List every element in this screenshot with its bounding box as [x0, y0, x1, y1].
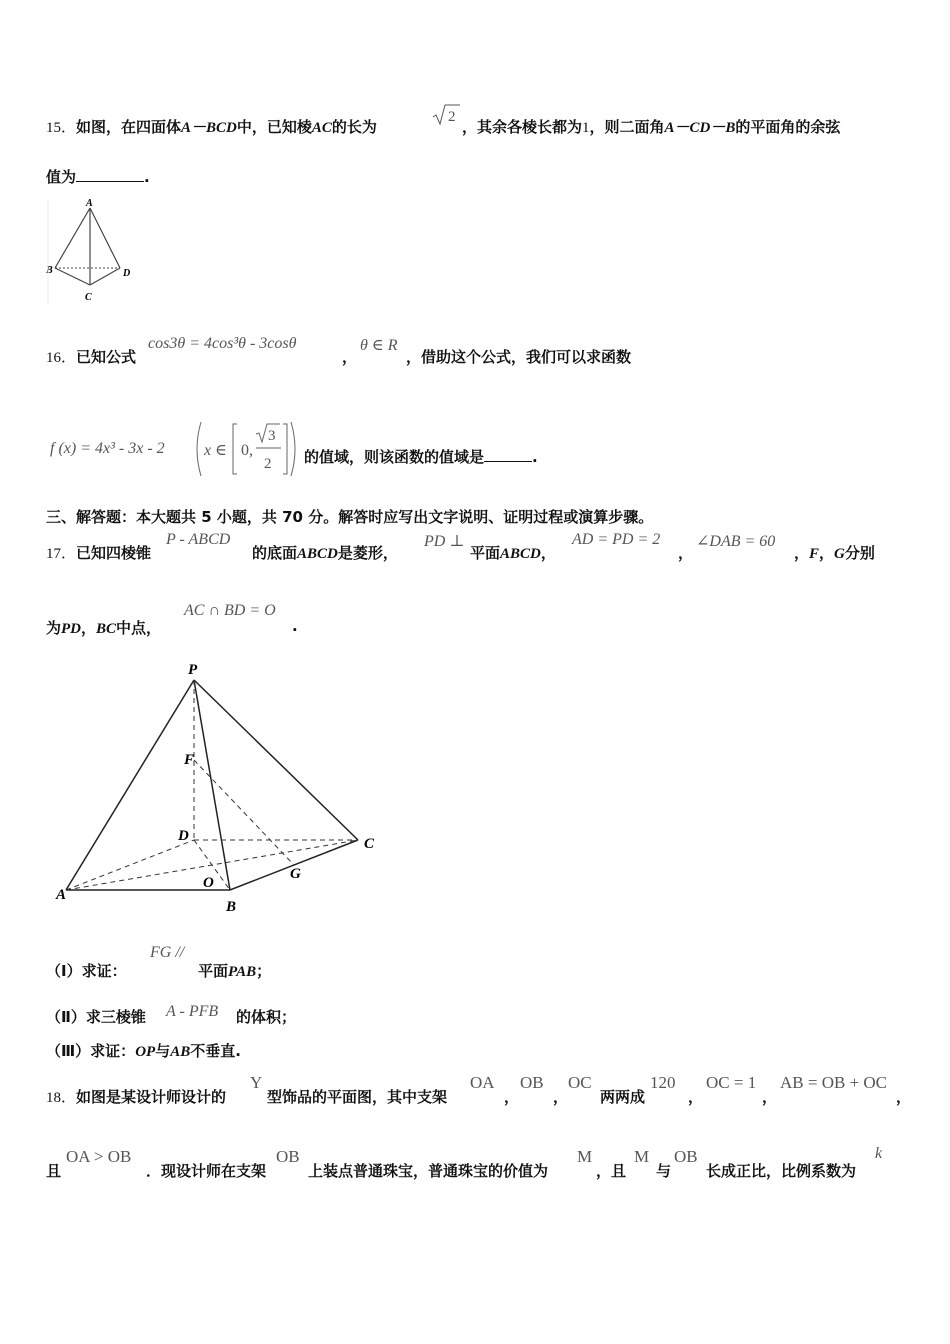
q15-tetrahedron-figure [46, 196, 138, 306]
edge-bc [55, 268, 90, 285]
svg-text:2: 2 [448, 109, 456, 125]
edge-ad-hidden [66, 840, 194, 890]
q15-number: 15． [46, 120, 77, 136]
q17-pyramid-figure [50, 656, 390, 918]
q17-number: 17． [46, 546, 77, 562]
q18-line2a: 且 [46, 1162, 62, 1180]
edge-ad [90, 208, 120, 268]
q15-line1: 15．如图，在四面体A－BCD中，已知棱AC的长为 [46, 118, 377, 136]
q15-sqrt2 [432, 103, 460, 131]
label-o: O [203, 875, 214, 891]
label-c: C [364, 836, 375, 852]
label-d: D [123, 268, 131, 279]
edge-pb [194, 680, 230, 890]
q18-number: 18． [46, 1090, 77, 1106]
q15-line2: 值为 . [46, 168, 150, 186]
q16-theta-domain: θ ∈ R [360, 337, 398, 354]
svg-text:3: 3 [268, 428, 276, 444]
answer-blank [484, 447, 532, 462]
svg-text:2: 2 [264, 456, 272, 472]
segment-fg-hidden [194, 760, 294, 865]
label-b: B [46, 265, 53, 276]
q17-line2: 为PD，BC中点， [46, 619, 162, 637]
q16-line2: 的值域，则该函数的值域是 . [304, 448, 538, 466]
q17-part2: （Ⅱ）求三棱锥 [46, 1008, 146, 1026]
q16-formula: cos3θ = 4cos³θ - 3cosθ [148, 335, 297, 352]
q16-line1: 16．已知公式 [46, 348, 137, 366]
q16-number: 16． [46, 350, 77, 366]
svg-text:x ∈: x ∈ [204, 442, 227, 459]
svg-text:0,: 0, [241, 442, 253, 459]
label-c: C [85, 292, 92, 303]
edge-pa [66, 680, 194, 890]
edge-ab [55, 208, 90, 268]
q16-domain-expression [192, 418, 302, 480]
label-f: F [184, 752, 195, 768]
q17-part1: （Ⅰ）求证： [46, 962, 127, 980]
q17-line1a: 17．已知四棱锥 [46, 544, 152, 562]
label-a: A [56, 887, 67, 903]
q15-line1b: ，其余各棱长都为1，则二面角A－CD－B的平面角的余弦 [462, 118, 841, 136]
label-d: D [178, 828, 189, 844]
edge-pc [194, 680, 358, 840]
label-p: P [188, 662, 198, 678]
section-3-heading: 三、解答题：本大题共 5 小题，共 70 分。解答时应写出文字说明、证明过程或演算步骤。 [46, 508, 654, 526]
label-g: G [290, 866, 301, 882]
label-b: B [226, 899, 237, 915]
q16-function: f (x) = 4x³ - 3x - 2 [50, 440, 165, 457]
label-a: A [86, 198, 93, 209]
q17-part3: （Ⅲ）求证：OP与AB不垂直. [46, 1042, 241, 1060]
sqrt-sign [432, 103, 460, 127]
answer-blank [76, 167, 144, 182]
q18-line1a: 18．如图是某设计师设计的 [46, 1088, 227, 1106]
edge-cd [90, 268, 120, 285]
